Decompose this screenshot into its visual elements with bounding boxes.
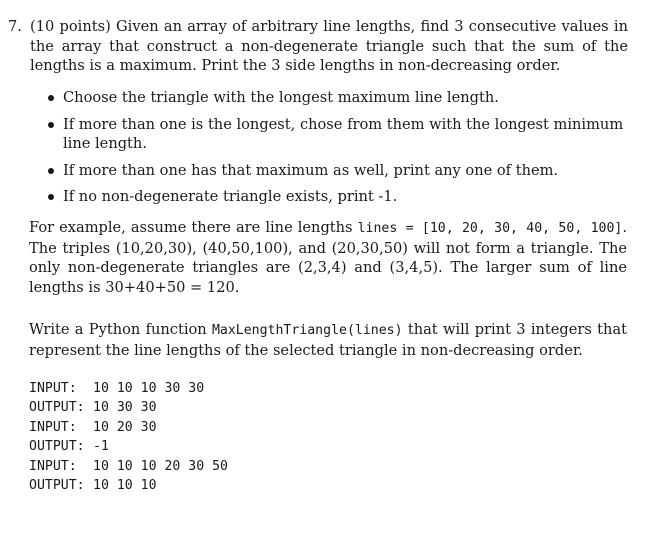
io-example-row (29, 379, 228, 398)
question-number: 7. (8, 18, 22, 35)
io-value: -1 (93, 439, 109, 455)
rule-item (46, 161, 628, 181)
io-value: 10 10 10 20 30 50 (93, 458, 228, 474)
io-value: 10 10 10 (93, 478, 157, 494)
question-text: (10 points) Given an array of arbitrary line lengths, find 3 consecutive values in the array that construct a non-degenerate triangle such that the sum of the lengths is a maximum. Print the 3 side lengths in non-decreasing order. (30, 18, 628, 74)
example-text-before: For example, assume there are line lengths (29, 219, 358, 236)
io-value: 10 10 10 30 30 (93, 381, 205, 396)
bullet-icon (48, 168, 54, 174)
io-label: OUTPUT: (29, 400, 85, 416)
io-example-row (29, 457, 228, 476)
bullet-icon (48, 122, 54, 128)
io-value: 10 20 30 (93, 419, 157, 435)
rule-text: If more than one is the longest, chose from them with the longest minimum line length. (63, 115, 624, 152)
bullet-icon (48, 95, 54, 101)
task-paragraph (29, 320, 627, 360)
rule-item (46, 88, 628, 108)
example-paragraph (29, 218, 627, 297)
io-example-row (29, 418, 228, 437)
io-label: INPUT: (29, 381, 77, 396)
question-header (8, 17, 628, 76)
task-text-after: that will print 3 integers that represent the line lengths of the selected triangle in non-decreasing order. (29, 321, 627, 359)
io-label: INPUT: (29, 419, 77, 435)
question-statement (8, 17, 628, 76)
io-label: OUTPUT: (29, 439, 85, 455)
bullet-icon (48, 194, 54, 200)
io-label: INPUT: (29, 458, 77, 474)
io-label: OUTPUT: (29, 478, 85, 494)
task-text-before: Write a Python function (29, 321, 212, 338)
lines-code: lines = [10, 20, 30, 40, 50, 100] (357, 221, 623, 236)
io-example-row (29, 437, 228, 456)
rule-text: If more than one has that maximum as well, print any one of them. (63, 161, 559, 179)
function-signature-code: MaxLengthTriangle(lines) (211, 323, 403, 338)
io-example-row (29, 476, 228, 495)
rule-text: If no non-degenerate triangle exists, print -1. (63, 188, 398, 205)
example-text-after: . The triples (10,20,30), (40,50,100), and (20,30,50) will not form a triangle. The only non-degenerate triangles are (2,3,4) and (3,4,5). The larger sum of line lengths is 30+40+50 = 120. (29, 219, 627, 296)
rule-item (46, 187, 628, 207)
io-value: 10 30 30 (93, 400, 157, 416)
io-example-row (29, 398, 228, 417)
rules-list (46, 88, 628, 214)
rule-text: Choose the triangle with the longest maximum line length. (63, 89, 499, 106)
io-examples (29, 379, 228, 495)
rule-item (46, 115, 628, 154)
